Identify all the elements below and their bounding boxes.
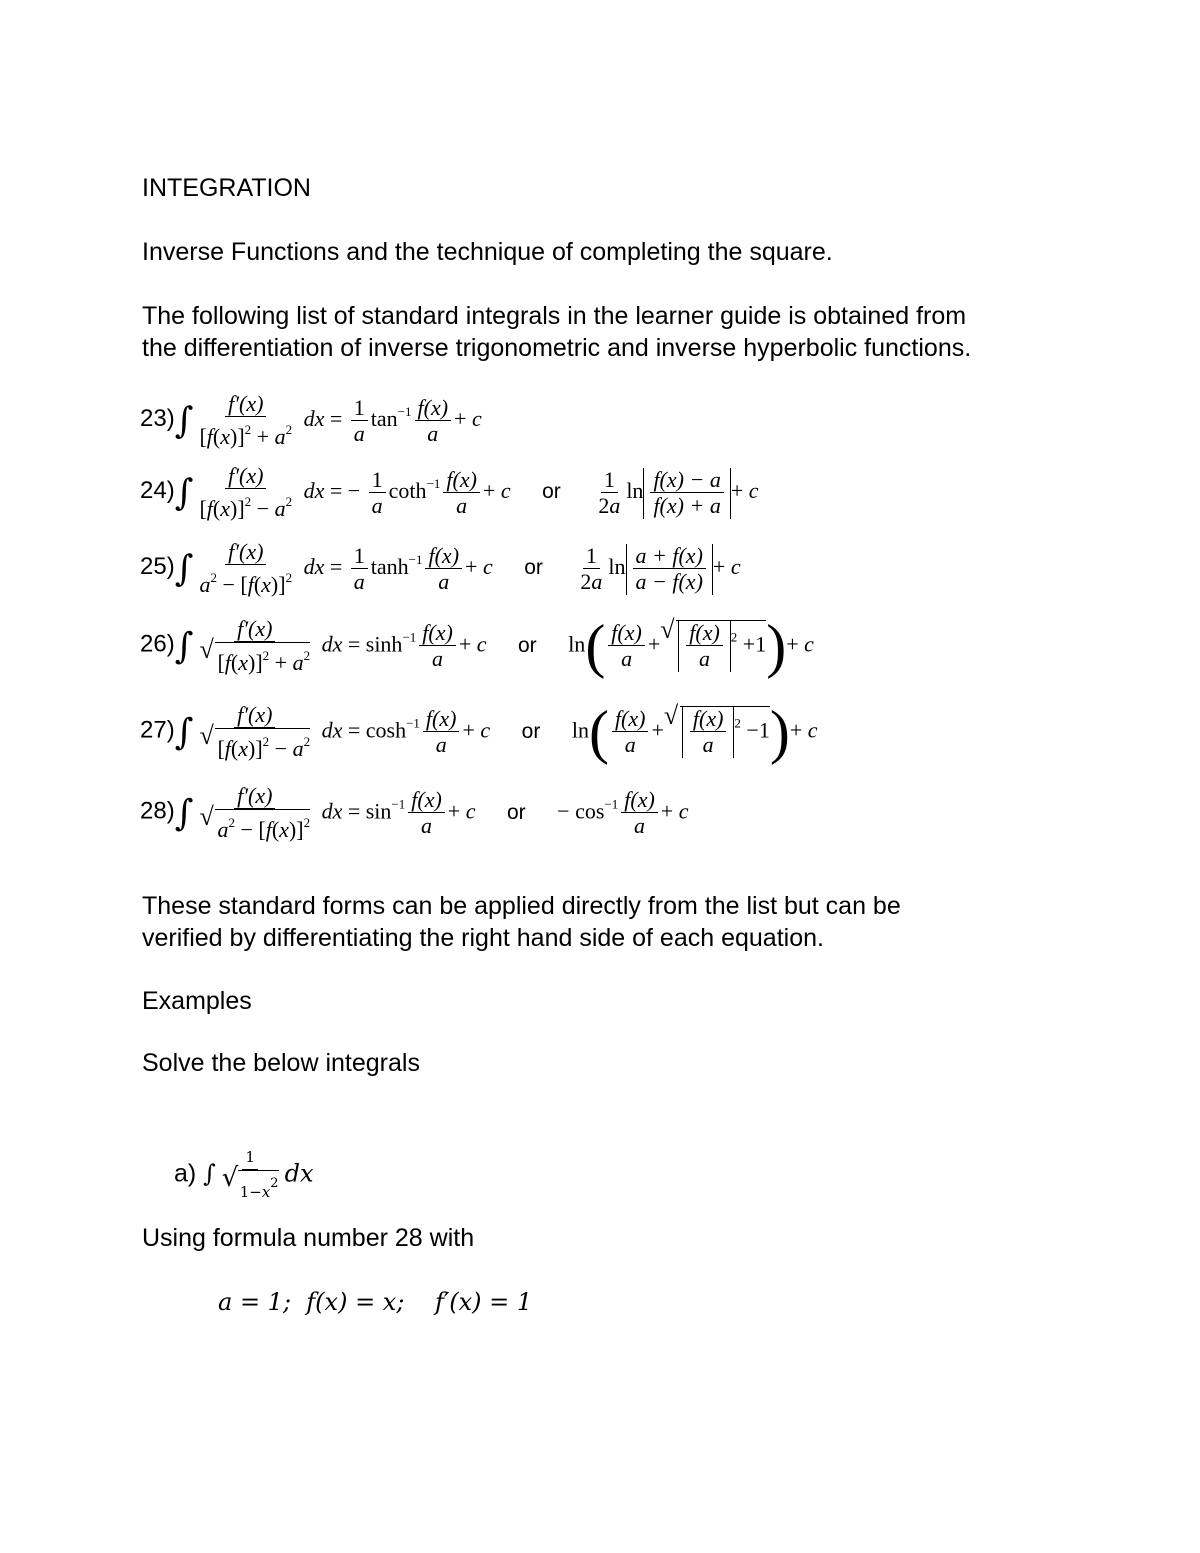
formula-27: 27)∫ f′(x) √ $[f(x)]^2 - a^2$ dx = $\cosh^{-1}$ $\frac{f(x)}{a}$ + c or ln( $\frac{f(x)}{a}$ + √ $\frac{f(x)}{a}$ $^2$ −1)+ c [140,698,818,767]
heading: INTEGRATION [142,174,311,202]
formula-26: 26)∫ f′(x) √ $[f(x)]^2 + a^2$ dx = $\sinh^{-1}$ $\frac{f(x)}{a}$ + c or ln( $\frac{f(x)}{a}$ + √ $\frac{f(x)}{a}$ $^2$ +1)+ c [140,612,814,681]
note-line-2: verified by differentiating the right hand side of each equation. [142,924,824,952]
substitution: a = 1; f(x) = x; f′(x) = 1 [218,1288,533,1316]
intro-line-2: the differentiation of inverse trigonometric and inverse hyperbolic functions. [142,334,972,362]
formula-24: 24)∫ $\frac{f'(x)}{[f(x)]^2 - a^2}$ dx = − $\frac{1}{a}$ coth$^{-1}$ $\frac{f(x)}{a}$ + c or $\frac{1}{2a}$ ln $\frac{f(x) - a}{f(x) + a}$ + c [140,463,759,521]
formula-23: 23)∫ $\frac{f'(x)}{[f(x)]^2 + a^2}$ dx = $\frac{1}{a}$ $\tan^{-1}$ $\frac{f(x)}{a}$ + c [140,391,482,449]
formula-28: 28)∫ f′(x) √ $a^2 - [f(x)]^2$ dx = $\sin^{-1}$ $\frac{f(x)}{a}$ + c or − $\cos^{-1}$ $\frac{f(x)}{a}$ + c [140,784,688,843]
examples-heading: Examples [142,987,252,1015]
using-text: Using formula number 28 with [142,1224,475,1252]
solve-text: Solve the below integrals [142,1049,420,1077]
formula-25: 25)∫ $\frac{f'(x)}{a^2 - [f(x)]^2}$ dx = $\frac{1}{a}$ $\tanh^{-1}$ $\frac{f(x)}{a}$ + c or $\frac{1}{2a}$ ln $\frac{a + f(x)}{a - f(x)}$ + c [140,539,741,597]
subheading: Inverse Functions and the technique of completing the square. [142,238,833,266]
example-a: a) ∫ 1 √ 1−x2 dx [174,1145,313,1205]
note-line-1: These standard forms can be applied directly from the list but can be [142,892,901,920]
intro-line-1: The following list of standard integrals in the learner guide is obtained from [142,302,967,330]
